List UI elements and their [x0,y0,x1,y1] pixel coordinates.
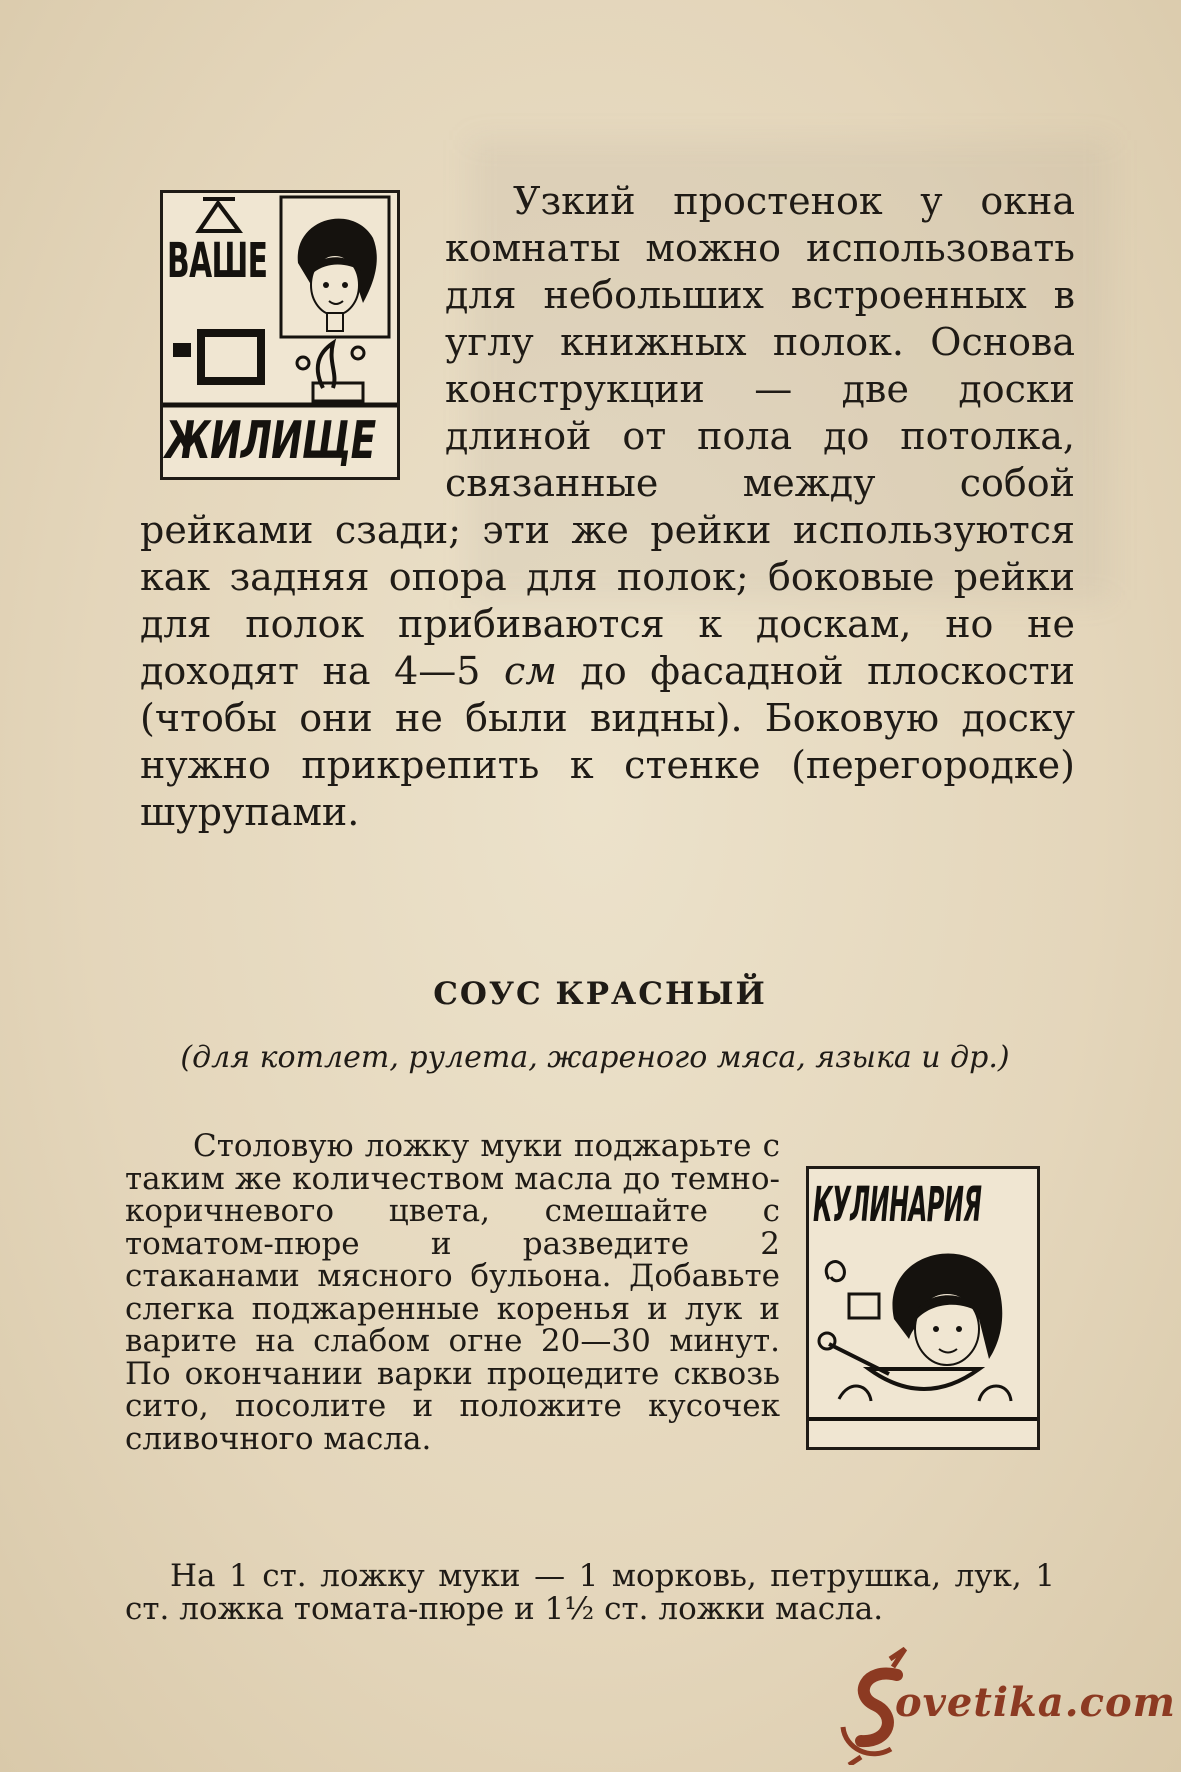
watermark-text: ovetika.com [895,1679,1176,1726]
emblem-word-bottom: ЖИЛИЩЕ [165,411,376,471]
emblem-spacer [140,178,445,498]
recipe-title: СОУС КРАСНЫЙ [433,976,767,1012]
recipe-proportions-text: На 1 ст. ложку муки — 1 морковь, петрушка, лук, 1 ст. ложка томата-пюре и 1½ ст. ложки масла. [125,1558,1055,1627]
recipe-instructions: Столовую ложку муки поджарьте с таким же количеством масла до темно-коричневого цвета, смешайте с томатом-пюре и разведите 2 стаканами мясного бульона. Добавьте слегка поджаренные коренья и лук и варите на слабом огне 20—30 минут. По окончании варки процедите сквозь сито, посолите и положите кусочек сливочного масла. [125,1128,780,1457]
home-text-part-b: до фасадной плоскости (чтобы они не были видны). Боковую доску нужно прикрепить к стенке (перегородке) шурупами. [140,649,1075,834]
recipe-subtitle: (для котлет, рулета, жареного мяса, языка и др.) [180,1040,1010,1075]
unit-cm: см [504,649,557,693]
cooking-emblem-spacer [780,1130,1055,1475]
home-text-part-a: Узкий простенок у окна комнаты можно использовать для небольших встроенных в углу книжных полок. Основа конструкции — две доски длиной от пола до потолка, связанные между собой рейками сзади; эти же рейки используются как задняя опора для полок; боковые рейки для полок прибиваются к доскам, но не доходят на 4—5 [140,179,1075,693]
sovetika-watermark [835,1645,1176,1765]
emblem-word-top: ВАШЕ [167,233,268,289]
home-article-text [140,178,1075,836]
recipe-text [125,1130,1055,1475]
recipe-proportions [125,1560,1055,1625]
cooking-emblem-word: КУЛИНАРИЯ [813,1177,982,1233]
